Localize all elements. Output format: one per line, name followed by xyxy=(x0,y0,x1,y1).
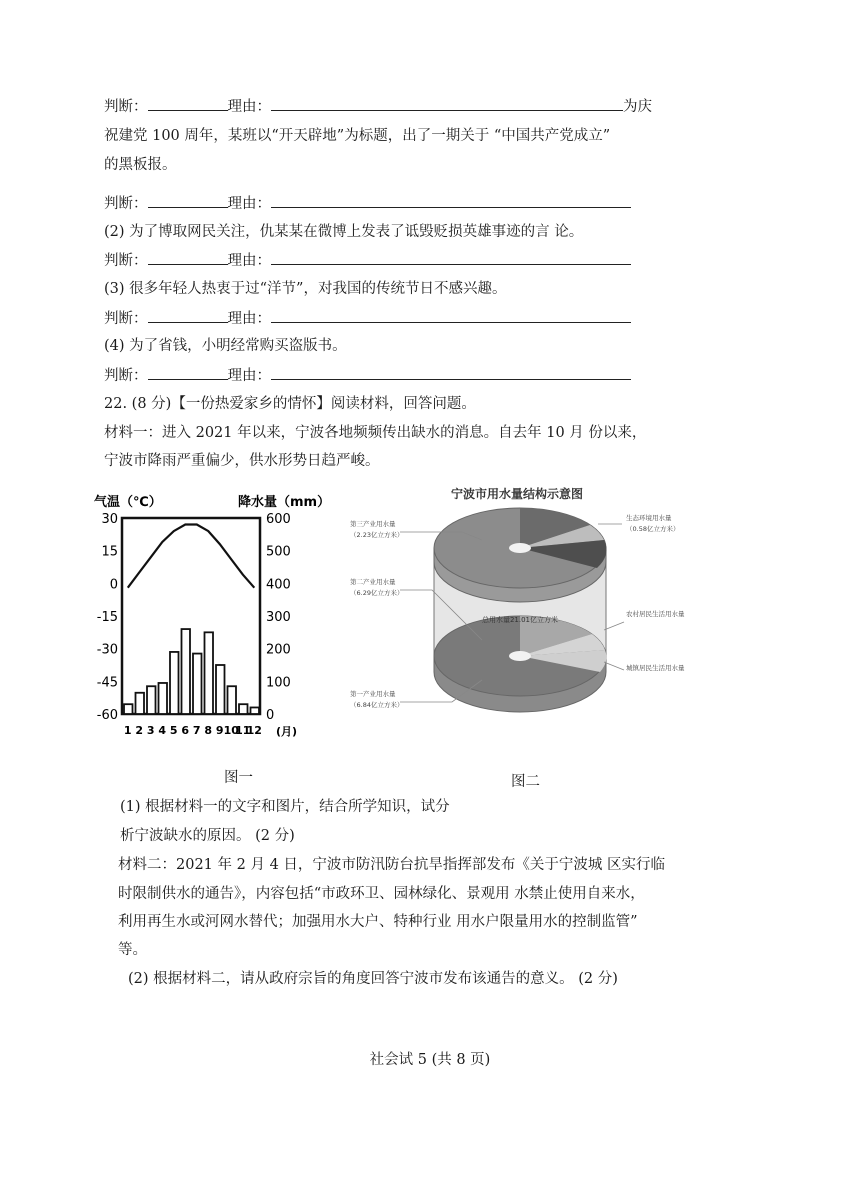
label-tertiary: 第三产业用水量 xyxy=(350,520,396,528)
label-urban: 城镇居民生活用水量 xyxy=(626,664,685,672)
month-tick-label: 1 xyxy=(123,724,132,737)
precipitation-bar xyxy=(170,652,179,714)
material-2-line-4: 等。 xyxy=(118,942,147,958)
label-ecological: 生态环境用水量 xyxy=(626,514,672,522)
text-line-3: 的黑板报。 xyxy=(104,157,177,173)
month-tick-label: 11 xyxy=(235,724,251,737)
reason-blank[interactable] xyxy=(271,250,631,265)
right-tick-label: 100 xyxy=(266,675,291,691)
right-tick-label: 500 xyxy=(266,544,291,560)
left-tick-label: 15 xyxy=(101,544,118,560)
month-tick-label: 6 xyxy=(181,724,190,737)
month-tick-label: 5 xyxy=(169,724,178,737)
figure-1-caption: 图一 xyxy=(224,770,253,786)
left-tick-label: -15 xyxy=(96,610,118,625)
right-tick-label: 600 xyxy=(266,512,291,527)
judgement-label: 判断： xyxy=(104,311,148,327)
reason-blank[interactable] xyxy=(271,193,631,208)
right-tick-label: 400 xyxy=(266,577,291,593)
answer-line-8 xyxy=(104,308,631,329)
bottom-disc xyxy=(434,616,606,696)
left-tick-labels xyxy=(97,512,118,723)
value-tertiary: （2.23亿立方米） xyxy=(350,531,404,539)
question-3: (3) 很多年轻人热衷于过“洋节”，对我国的传统节日不感兴趣。 xyxy=(104,281,507,297)
precipitation-bars xyxy=(124,629,259,714)
line-suffix: 为庆 xyxy=(623,99,652,115)
precipitation-bar xyxy=(182,629,191,714)
reason-blank[interactable] xyxy=(271,365,631,380)
judgement-blank[interactable] xyxy=(148,193,228,208)
month-tick-labels xyxy=(124,724,262,737)
month-tick-label: 4 xyxy=(158,724,167,737)
judgement-label: 判断： xyxy=(104,196,148,212)
label-secondary: 第二产业用水量 xyxy=(350,578,396,586)
precipitation-bar xyxy=(216,665,225,714)
reason-label: 理由： xyxy=(227,99,271,115)
material-1-line-2: 宁波市降雨严重偏少，供水形势日趋严峻。 xyxy=(104,453,380,469)
right-axis-title: 降水量（mm） xyxy=(238,495,331,510)
answer-line-6 xyxy=(104,250,631,271)
month-tick-label: 2 xyxy=(135,724,144,737)
label-primary: 第一产业用水量 xyxy=(350,690,396,698)
reason-blank[interactable] xyxy=(271,308,631,323)
top-hole xyxy=(509,543,531,553)
reason-label: 理由： xyxy=(227,311,271,327)
left-tick-label: 30 xyxy=(101,512,118,527)
answer-line-1 xyxy=(104,96,652,117)
month-tick-label: 3 xyxy=(146,724,155,737)
right-tick-label: 200 xyxy=(266,642,291,658)
right-tick-labels xyxy=(266,512,291,723)
question-4: (4) 为了省钱，小明经常购买盗版书。 xyxy=(104,338,347,354)
value-secondary: （6.29亿立方米） xyxy=(350,589,404,597)
reason-label: 理由： xyxy=(227,368,271,384)
chart-title: 宁波市用水量结构示意图 xyxy=(450,487,584,501)
left-tick-label: -60 xyxy=(96,708,118,723)
material-2-line-2: 时限制供水的通告》，内容包括“市政环卫、园林绿化、景观用 水禁止使用自来水， xyxy=(118,886,645,902)
reason-blank[interactable] xyxy=(271,96,623,111)
page-footer: 社会试 5 (共 8 页) xyxy=(369,1052,491,1068)
judgement-label: 判断： xyxy=(104,99,148,115)
judgement-blank[interactable] xyxy=(148,250,228,265)
question-2: (2) 为了博取网民关注，仇某某在微博上发表了诋毁贬损英雄事迹的言 论。 xyxy=(104,224,584,240)
question-1-line-2: 析宁波缺水的原因。 (2 分) xyxy=(120,828,295,844)
month-tick-label: 12 xyxy=(246,724,262,737)
left-tick-label: -30 xyxy=(96,642,118,658)
figure-2-caption: 图二 xyxy=(511,774,540,790)
climate-chart xyxy=(90,488,331,746)
precipitation-bar xyxy=(193,654,202,714)
precipitation-bar xyxy=(251,707,260,714)
month-tick-label: 7 xyxy=(192,724,201,737)
left-tick-label: -45 xyxy=(96,675,118,691)
judgement-label: 判断： xyxy=(104,253,148,269)
label-rural: 农村居民生活用水量 xyxy=(626,610,685,618)
text-line-2: 祝建党 100 周年，某班以“开天辟地”为标题，出了一期关于 “中国共产党成立” xyxy=(104,128,611,144)
value-ecological: （0.58亿立方米） xyxy=(626,525,680,533)
top-disc xyxy=(434,508,607,588)
question-1-line-1: (1) 根据材料一的文字和图片，结合所学知识，试分 xyxy=(120,799,450,815)
reason-label: 理由： xyxy=(227,196,271,212)
value-primary: （6.84亿立方米） xyxy=(350,701,404,709)
plot-frame xyxy=(122,518,260,714)
judgement-blank[interactable] xyxy=(148,308,228,323)
temperature-line xyxy=(128,525,255,588)
answer-line-4 xyxy=(104,193,631,214)
precipitation-bar xyxy=(239,704,248,714)
judgement-blank[interactable] xyxy=(148,96,228,111)
month-tick-label: 9 xyxy=(215,724,224,737)
right-tick-label: 300 xyxy=(266,610,291,625)
left-axis-title: 气温（℃） xyxy=(94,495,162,510)
center-label: 总用水量21.01亿立方米 xyxy=(481,616,559,624)
climate-chart-svg xyxy=(90,488,331,746)
reason-label: 理由： xyxy=(227,253,271,269)
water-use-svg xyxy=(342,480,692,745)
x-unit-label: (月) xyxy=(276,725,298,738)
precipitation-bar xyxy=(228,686,237,714)
water-use-chart xyxy=(342,480,692,745)
material-2-line-3: 利用再生水或河网水替代；加强用水大户、特种行业 用水户限量用水的控制监管” xyxy=(118,914,638,930)
material-2-line-1: 材料二：2021 年 2 月 4 日，宁波市防汛防台抗旱指挥部发布《关于宁波城 区实行临 xyxy=(118,857,666,873)
left-tick-label: 0 xyxy=(109,577,118,593)
precipitation-bar xyxy=(205,632,214,714)
precipitation-bar xyxy=(136,693,145,714)
bottom-hole xyxy=(509,651,531,661)
answer-line-10 xyxy=(104,365,631,386)
precipitation-bar xyxy=(124,704,133,714)
material-1-line-1: 材料一：进入 2021 年以来，宁波各地频频传出缺水的消息。自去年 10 月 份以来， xyxy=(104,425,647,441)
precipitation-bar xyxy=(159,683,168,714)
judgement-label: 判断： xyxy=(104,368,148,384)
question-2-line: (2) 根据材料二，请从政府宗旨的角度回答宁波市发布该通告的意义。 (2 分) xyxy=(128,971,618,987)
right-tick-label: 0 xyxy=(266,708,275,723)
precipitation-bar xyxy=(147,686,156,714)
judgement-blank[interactable] xyxy=(148,365,228,380)
month-tick-label: 8 xyxy=(204,724,213,737)
question-22-heading: 22. (8 分)【一份热爱家乡的情怀】阅读材料，回答问题。 xyxy=(104,396,476,412)
month-tick-label: 10 xyxy=(223,724,239,737)
